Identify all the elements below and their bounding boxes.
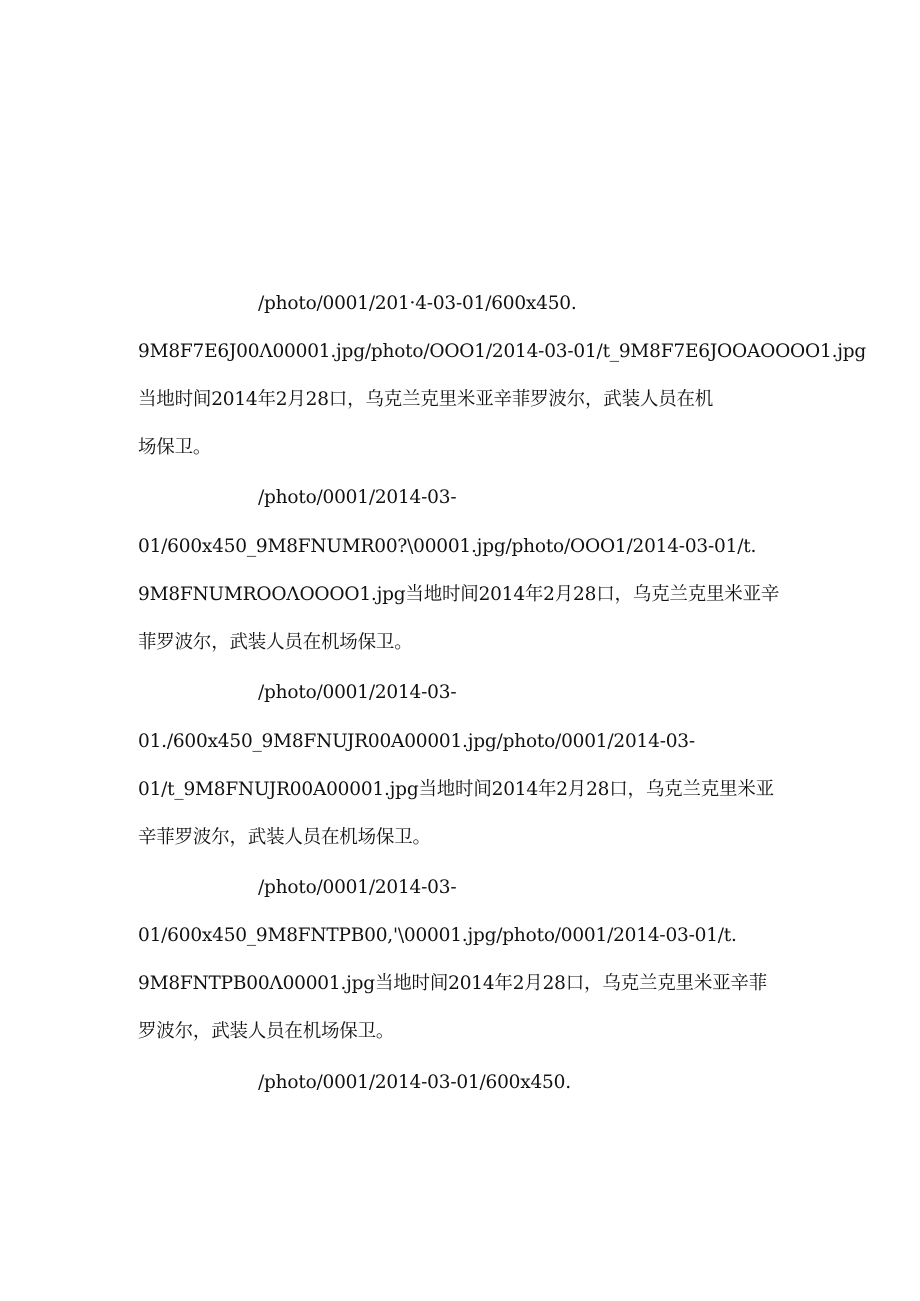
caption-line: 当地时间2014年2月28口，乌克兰克里米亚辛菲罗波尔，武装人员在机 xyxy=(138,389,714,410)
caption-line: 01/t_9M8FNUJR00A00001.jpg当地时间2014年2月28口，乌克兰克里米亚 xyxy=(138,779,774,800)
photo-path-line: /photo/0001/2014-03-01/600x450. xyxy=(258,1072,571,1093)
photo-path-line: /photo/0001/2014-03- xyxy=(258,877,457,898)
photo-path-line: 01/600x450_9M8FNUMR00?\00001.jpg/photo/OOO1/2014-03-01/t. xyxy=(138,536,757,557)
caption-line: 9M8FNUMROOΛOOOO1.jpg当地时间2014年2月28口，乌克兰克里米亚辛 xyxy=(138,584,780,605)
caption-line: 菲罗波尔，武装人员在机场保卫。 xyxy=(138,632,413,653)
caption-line: 9M8FNTPB00Λ00001.jpg当地时间2014年2月28口，乌克兰克里米亚辛菲 xyxy=(138,973,768,994)
caption-line: 辛菲罗波尔，武装人员在机场保卫。 xyxy=(138,827,431,848)
photo-path-line: /photo/0001/201·4-03-01/600x450. xyxy=(258,293,577,314)
caption-line: 罗波尔，武装人员在机场保卫。 xyxy=(138,1021,395,1042)
photo-path-line: /photo/0001/2014-03- xyxy=(258,487,457,508)
photo-path-line: 01/600x450_9M8FNTPB00,'\00001.jpg/photo/0001/2014-03-01/t. xyxy=(138,925,737,946)
photo-path-line: /photo/0001/2014-03- xyxy=(258,682,457,703)
photo-path-line: 01./600x450_9M8FNUJR00A00001.jpg/photo/0001/2014-03- xyxy=(138,731,695,752)
caption-line: 场保卫。 xyxy=(138,437,212,458)
photo-path-line: 9M8F7E6J00Λ00001.jpg/photo/OOO1/2014-03-01/t_9M8F7E6JOOAOOOO1.jpg xyxy=(138,341,867,362)
